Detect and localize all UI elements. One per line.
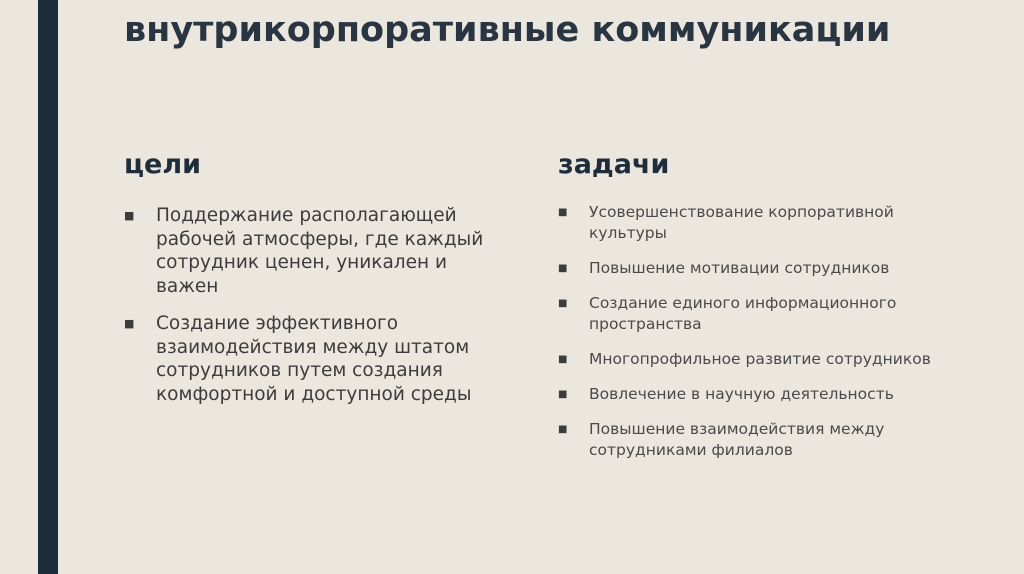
task-item-text: Создание единого информационного пространства — [589, 294, 897, 333]
square-bullet-icon: ■ — [558, 207, 568, 218]
task-item — [558, 384, 938, 405]
square-bullet-icon: ■ — [558, 354, 568, 365]
square-bullet-icon: ■ — [124, 209, 135, 222]
task-item — [558, 293, 938, 335]
goal-item — [124, 204, 484, 298]
square-bullet-icon: ■ — [558, 424, 568, 435]
goals-list — [124, 204, 484, 420]
task-item — [558, 349, 938, 370]
goals-heading: цели — [124, 149, 202, 180]
tasks-list — [558, 202, 938, 475]
task-item-text: Усовершенствование корпоративной культуры — [589, 203, 894, 242]
task-item-text: Вовлечение в научную деятельность — [589, 385, 894, 403]
square-bullet-icon: ■ — [558, 298, 568, 309]
goal-item — [124, 312, 484, 406]
goal-item-text: Создание эффективного взаимодействия между штатом сотрудников путем создания комфортной и доступной среды — [156, 313, 472, 405]
square-bullet-icon: ■ — [558, 389, 568, 400]
slide-title: внутрикорпоративные коммуникации — [124, 10, 891, 50]
task-item — [558, 202, 938, 244]
square-bullet-icon: ■ — [558, 263, 568, 274]
task-item-text: Повышение взаимодействия между сотрудниками филиалов — [589, 420, 885, 459]
square-bullet-icon: ■ — [124, 317, 135, 330]
task-item — [558, 419, 938, 461]
task-item-text: Многопрофильное развитие сотрудников — [589, 350, 931, 368]
accent-bar — [38, 0, 58, 574]
goal-item-text: Поддержание располагающей рабочей атмосферы, где каждый сотрудник ценен, уникален и важен — [156, 205, 484, 297]
tasks-heading: задачи — [558, 149, 670, 180]
task-item — [558, 258, 938, 279]
task-item-text: Повышение мотивации сотрудников — [589, 259, 890, 277]
